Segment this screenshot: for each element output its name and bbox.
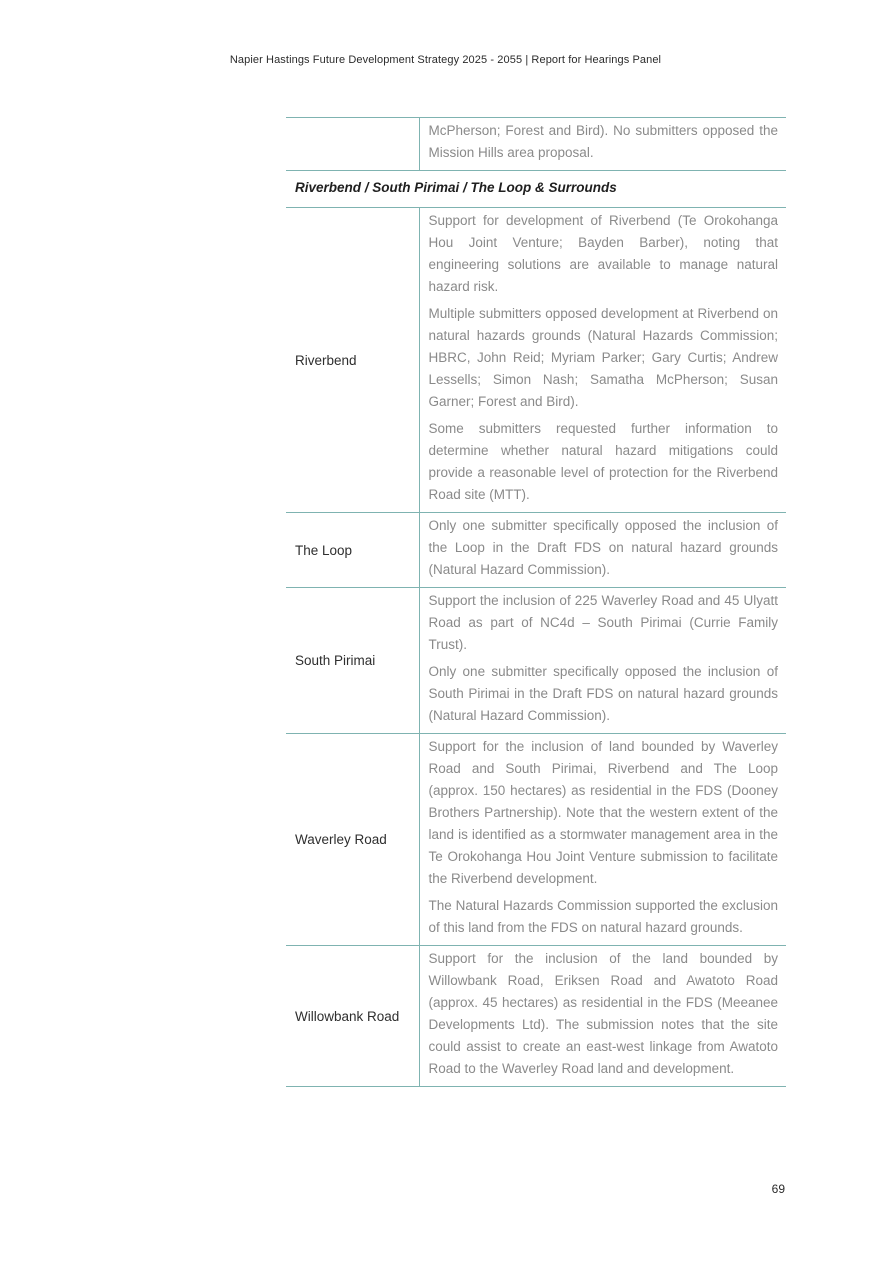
row-paragraph: Support for the inclusion of land bounded by Waverley Road and South Pirimai, Riverbend and The Loop (approx. 150 hectares) as residential in the FDS (Dooney Brothers Partnership). Note that the western extent of the land is identified as a stormwater management area in the Te Orokohanga Hou Joint Venture submission to facilitate the Riverbend development. (428, 739, 778, 886)
table-row-riverbend (286, 208, 786, 513)
table-row-waverley-road (286, 734, 786, 946)
row-label: Willowbank Road (286, 946, 419, 1087)
row-paragraph: McPherson; Forest and Bird). No submitters opposed the Mission Hills area proposal. (428, 123, 778, 160)
row-body (419, 588, 786, 734)
row-paragraph: Only one submitter specifically opposed the inclusion of the Loop in the Draft FDS on natural hazard grounds (Natural Hazard Commission). (428, 518, 778, 577)
table-row-continued (286, 118, 786, 171)
row-body (419, 208, 786, 513)
row-paragraph: Some submitters requested further information to determine whether natural hazard mitigations could provide a reasonable level of protection for the Riverbend Road site (MTT). (428, 421, 778, 502)
row-body (419, 946, 786, 1087)
row-paragraph: Support the inclusion of 225 Waverley Road and 45 Ulyatt Road as part of NC4d – South Pirimai (Currie Family Trust). (428, 593, 778, 652)
row-label: South Pirimai (286, 588, 419, 734)
row-label: The Loop (286, 513, 419, 588)
row-label: Riverbend (286, 208, 419, 513)
row-body (419, 513, 786, 588)
table-row-willowbank-road (286, 946, 786, 1087)
row-paragraph: Multiple submitters opposed development at Riverbend on natural hazards grounds (Natural Hazards Commission; HBRC, John Reid; Myriam Parker; Gary Curtis; Andrew Lessells; Simon Nash; Samatha McPherson; Susan Garner; Forest and Bird). (428, 306, 778, 409)
row-label: Waverley Road (286, 734, 419, 946)
row-label (286, 118, 419, 171)
row-paragraph: The Natural Hazards Commission supported the exclusion of this land from the FDS on natural hazard grounds. (428, 898, 778, 935)
row-paragraph: Support for the inclusion of the land bounded by Willowbank Road, Eriksen Road and Awatoto Road (approx. 45 hectares) as residential in the FDS (Meeanee Developments Ltd). The submission notes that the site could assist to create an east-west linkage from Awatoto Road to the Waverley Road land and development. (428, 951, 778, 1076)
page-number: 69 (771, 1182, 785, 1196)
table-row-the-loop (286, 513, 786, 588)
row-body (419, 118, 786, 171)
row-body (419, 734, 786, 946)
section-heading-row (286, 171, 786, 208)
row-paragraph: Only one submitter specifically opposed the inclusion of South Pirimai in the Draft FDS on natural hazard grounds (Natural Hazard Commission). (428, 664, 778, 723)
section-heading: Riverbend / South Pirimai / The Loop & Surrounds (286, 171, 786, 208)
table-row-south-pirimai (286, 588, 786, 734)
row-paragraph: Support for development of Riverbend (Te Orokohanga Hou Joint Venture; Bayden Barber), noting that engineering solutions are available to manage natural hazard risk. (428, 213, 778, 294)
submissions-table (286, 117, 786, 1087)
page-header: Napier Hastings Future Development Strategy 2025 - 2055 | Report for Hearings Panel (229, 54, 662, 66)
